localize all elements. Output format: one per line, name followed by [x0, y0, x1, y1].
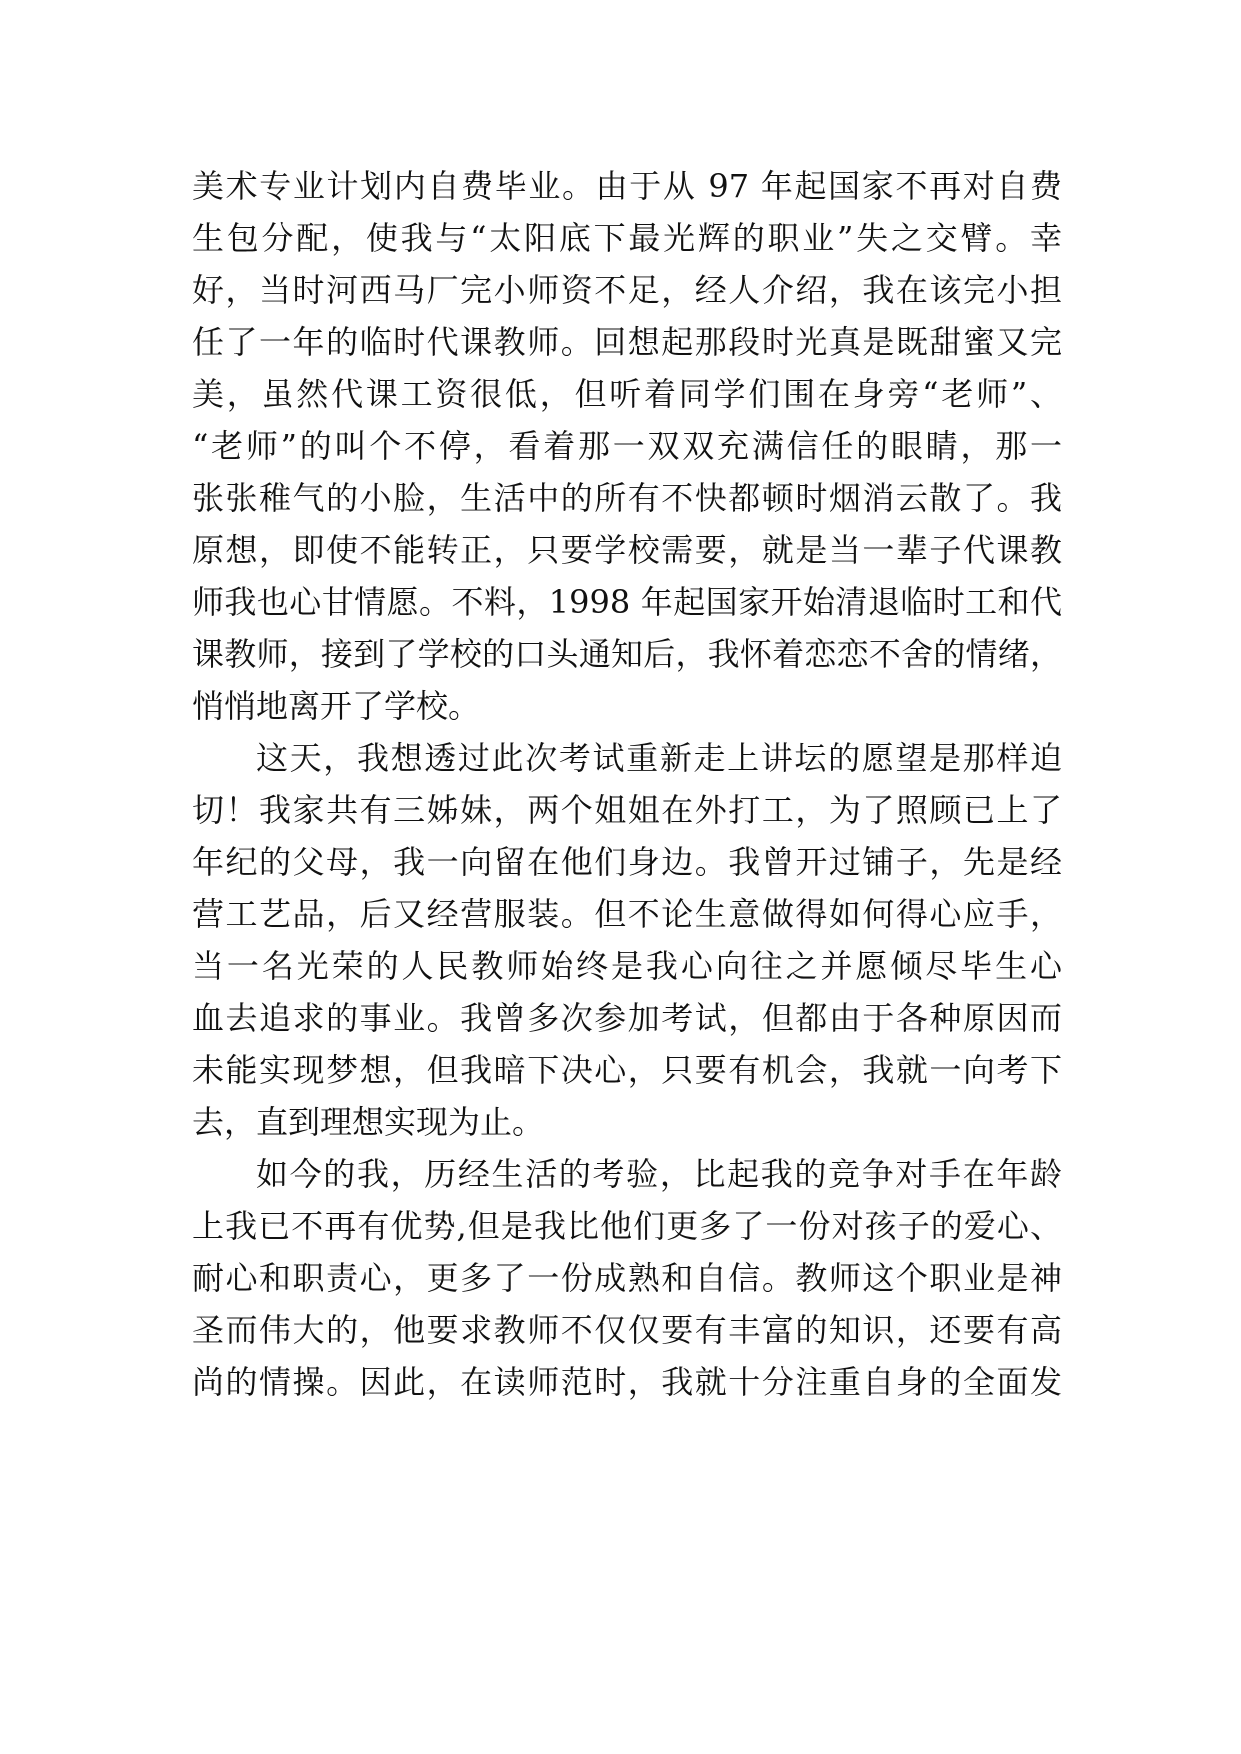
text-line: 血去追求的事业。我曾多次参加考试，但都由于各种原因而 [192, 999, 1062, 1037]
paragraph-3 [192, 1148, 1062, 1408]
text-line: 美术专业计划内自费毕业。由于从 97 年起国家不再对自费 [192, 167, 1062, 205]
paragraph-2 [192, 732, 1062, 1148]
text-line: 美，虽然代课工资很低，但听着同学们围在身旁“老师”、 [192, 375, 1062, 413]
text-line: 悄悄地离开了学校。 [192, 687, 481, 725]
text-line: 未能实现梦想，但我暗下决心，只要有机会，我就一向考下 [192, 1051, 1062, 1089]
text-line: 如今的我，历经生活的考验，比起我的竞争对手在年龄 [256, 1155, 1062, 1193]
text-line: “老师”的叫个不停，看着那一双双充满信任的眼睛，那一 [192, 427, 1062, 465]
text-line: 尚的情操。因此，在读师范时，我就十分注重自身的全面发 [192, 1363, 1062, 1401]
text-line: 圣而伟大的，他要求教师不仅仅要有丰富的知识，还要有高 [192, 1311, 1062, 1349]
text-line: 切！我家共有三姊妹，两个姐姐在外打工，为了照顾已上了 [192, 791, 1062, 829]
text-line: 营工艺品，后又经营服装。但不论生意做得如何得心应手， [192, 895, 1062, 933]
text-line: 这天，我想透过此次考试重新走上讲坛的愿望是那样迫 [256, 739, 1062, 777]
text-line: 张张稚气的小脸，生活中的所有不快都顿时烟消云散了。我 [192, 479, 1062, 517]
body-text [192, 160, 1062, 1408]
paragraph-1 [192, 160, 1062, 732]
text-line: 当一名光荣的人民教师始终是我心向往之并愿倾尽毕生心 [192, 947, 1062, 985]
text-line: 上我已不再有优势,但是我比他们更多了一份对孩子的爱心、 [192, 1207, 1062, 1245]
text-line: 课教师，接到了学校的口头通知后，我怀着恋恋不舍的情绪， [192, 635, 1062, 673]
text-line: 好，当时河西马厂完小师资不足，经人介绍，我在该完小担 [192, 271, 1062, 309]
text-line: 去，直到理想实现为止。 [192, 1103, 545, 1141]
text-line: 师我也心甘情愿。不料，1998 年起国家开始清退临时工和代 [192, 583, 1062, 621]
text-line: 原想，即使不能转正，只要学校需要，就是当一辈子代课教 [192, 531, 1062, 569]
text-line: 耐心和职责心，更多了一份成熟和自信。教师这个职业是神 [192, 1259, 1062, 1297]
text-line: 任了一年的临时代课教师。回想起那段时光真是既甜蜜又完 [192, 323, 1062, 361]
text-line: 生包分配，使我与“太阳底下最光辉的职业”失之交臂。幸 [192, 219, 1062, 257]
text-line: 年纪的父母，我一向留在他们身边。我曾开过铺子，先是经 [192, 843, 1062, 881]
